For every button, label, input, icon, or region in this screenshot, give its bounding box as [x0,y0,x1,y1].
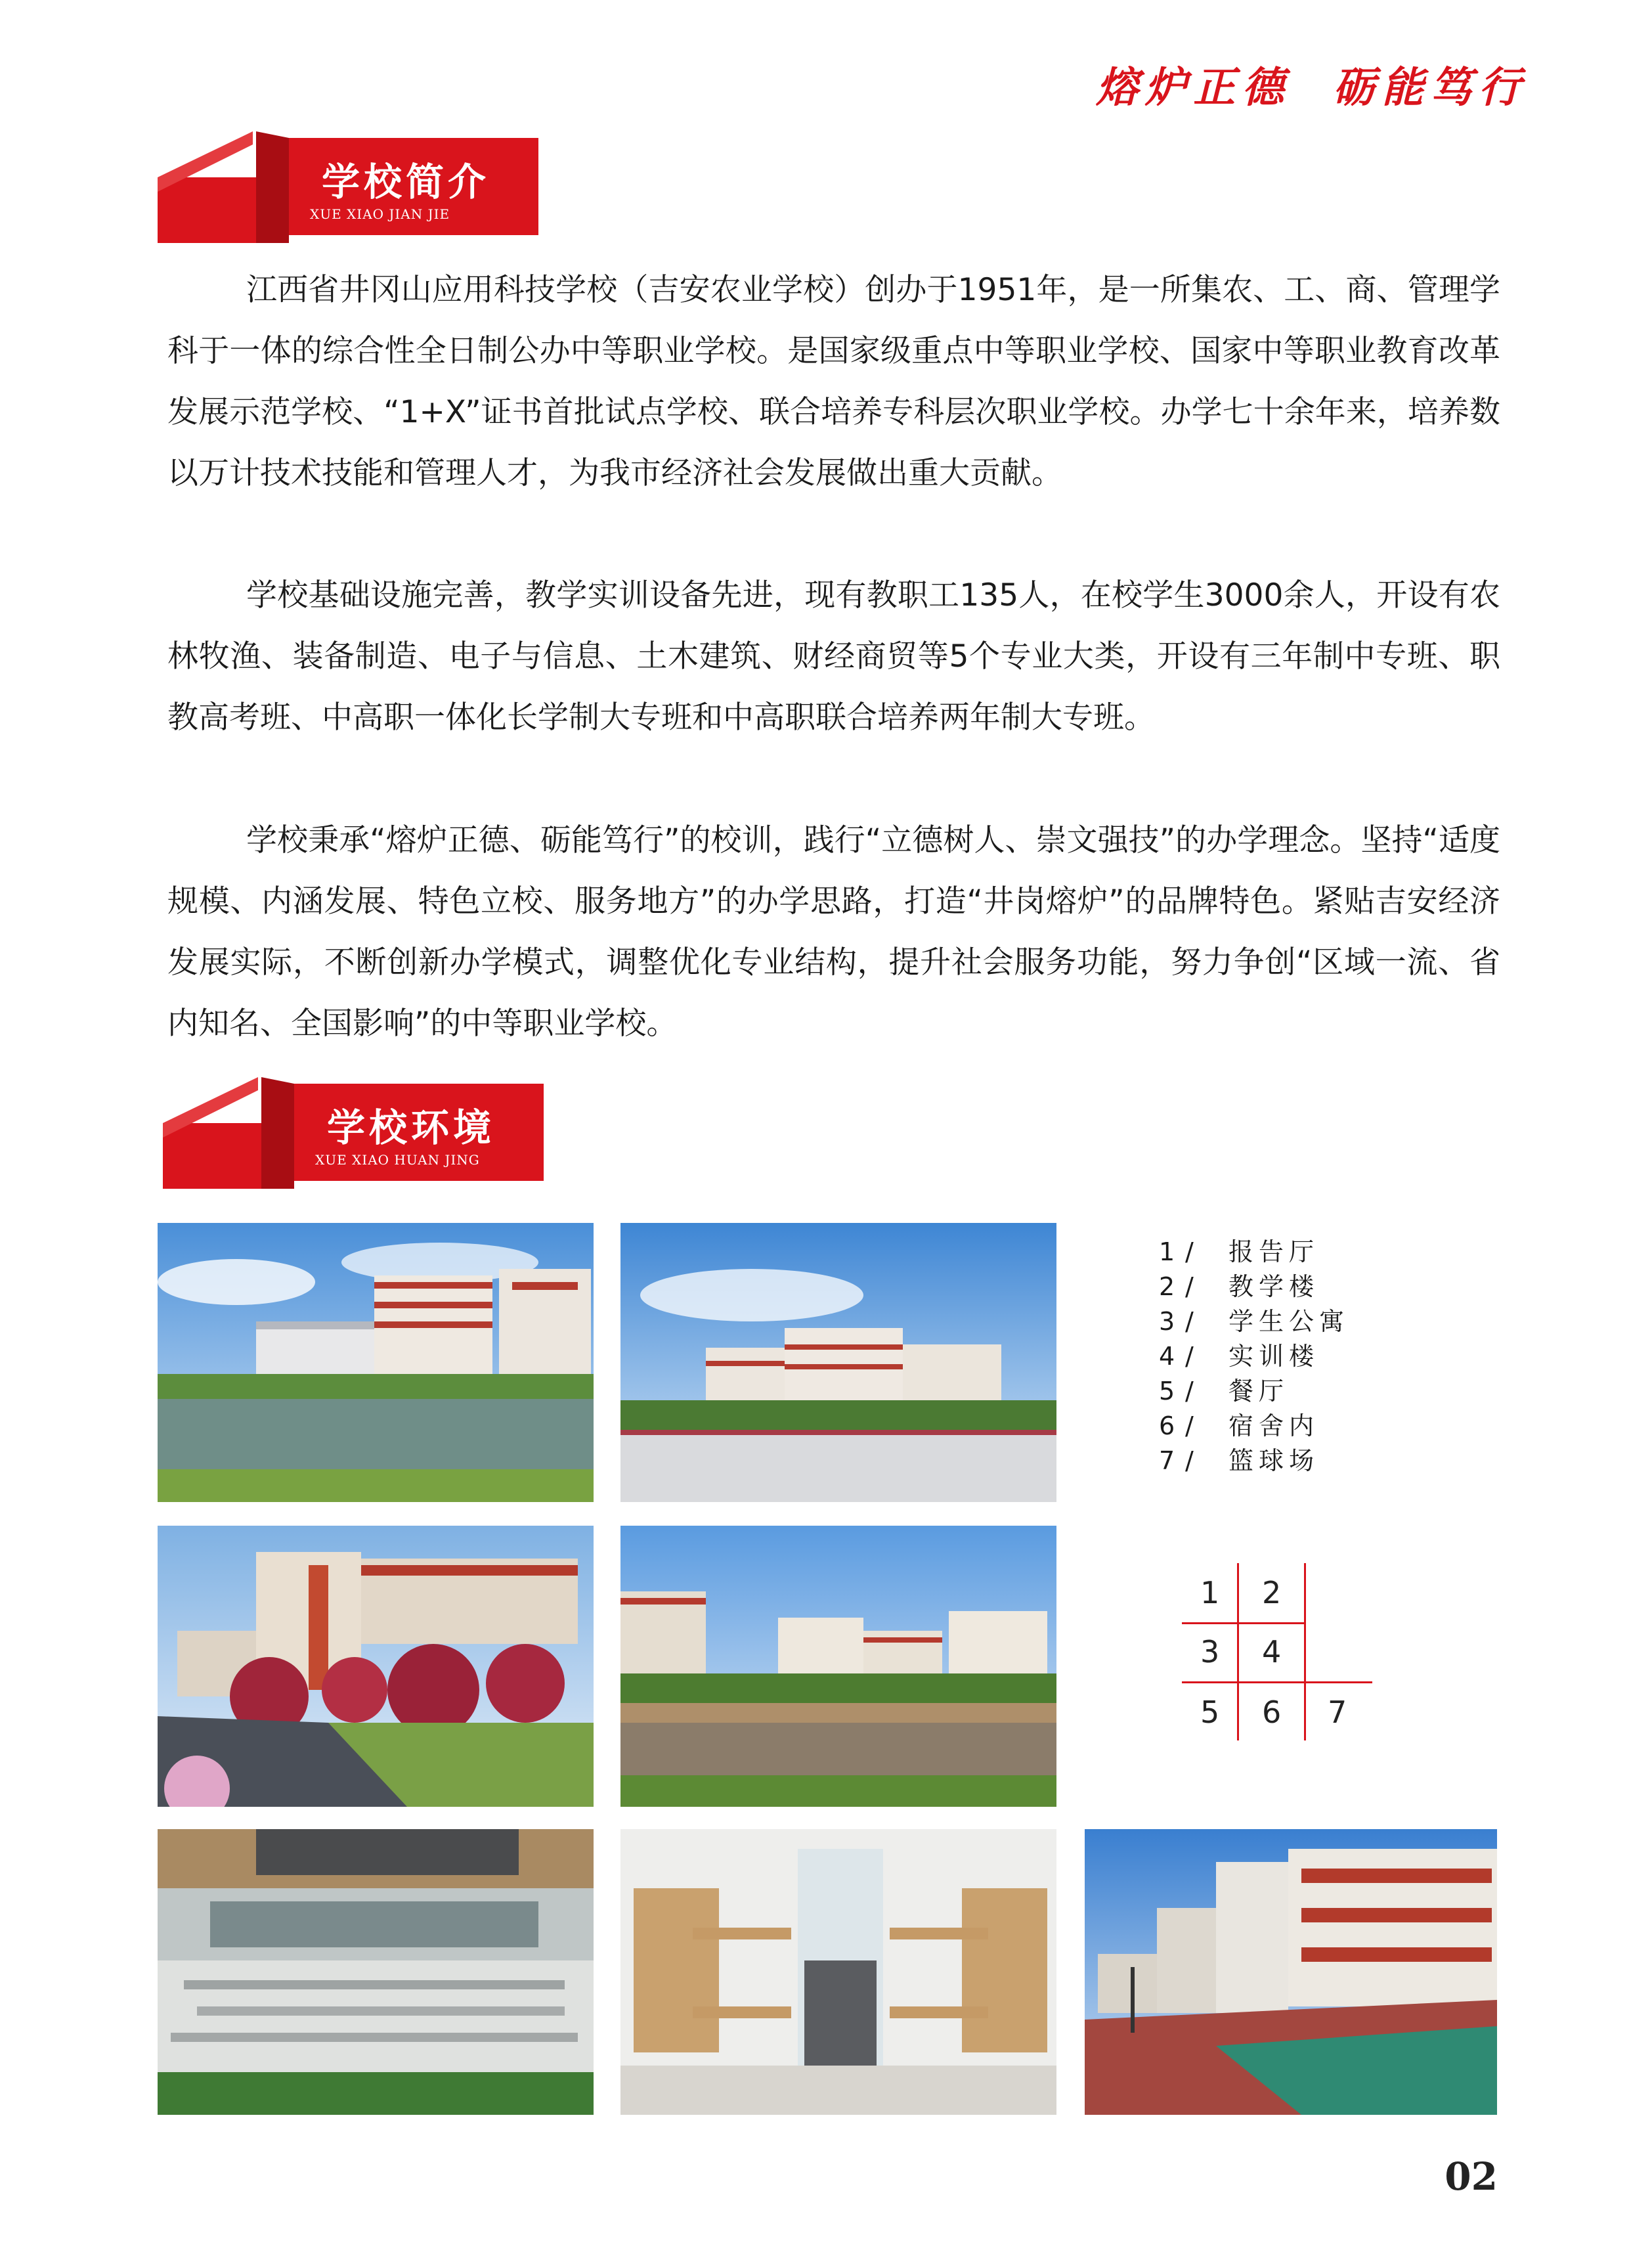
section-title: 学校简介 [322,160,490,204]
photo-student-apartment [158,1526,594,1807]
photo-grid-key [1182,1563,1385,1740]
photo-training-building [620,1526,1056,1807]
grid-line [1304,1563,1306,1740]
legend-item: 6 / 宿舍内 [1159,1411,1320,1440]
grid-key-cell: 1 [1200,1575,1220,1610]
grid-key-cell: 4 [1262,1634,1282,1670]
legend-item: 3 / 学生公寓 [1159,1307,1350,1336]
section-banner-environment [163,1077,544,1189]
photo-legend [1159,1235,1349,1478]
photo-dining-hall [158,1829,594,2115]
grid-line [1182,1622,1304,1624]
page-number: 02 [1445,2154,1498,2199]
paragraph-3: 学校秉承“熔炉正德、砺能笃行”的校训，践行“立德树人、崇文强技”的办学理念。坚持“适度规模、内涵发展、特色立校、服务地方”的办学思路，打造“井岗熔炉”的品牌特色。紧贴吉安经济发展实际，不断创新办学模式，调整优化专业结构，提升社会服务功能，努力争创“区域一流、省内知名、全国影响”的中等职业学校。 [167,822,1500,1042]
legend-item: 5 / 餐厅 [1159,1377,1290,1406]
section-subtitle: XUE XIAO HUAN JING [315,1152,480,1168]
paragraph-2: 学校基础设施完善，教学实训设备先进，现有教职工135人，在校学生3000余人，开设有农林牧渔、装备制造、电子与信息、土木建筑、财经商贸等5个专业大类，开设有三年制中专班、职教高考班、中高职一体化长学制大专班和中高职联合培养两年制大专班。 [167,577,1500,736]
section-subtitle: XUE XIAO JIAN JIE [310,206,450,222]
grid-key-cell: 3 [1200,1634,1220,1670]
grid-line [1237,1563,1239,1740]
grid-key-cell: 2 [1262,1575,1282,1610]
legend-item: 7 / 篮球场 [1159,1446,1320,1475]
school-motto: 熔炉正德 砺能笃行 [1096,63,1527,112]
photo-teaching-building [620,1223,1056,1502]
photo-basketball-court [1085,1829,1497,2115]
photo-dormitory-interior [620,1829,1056,2115]
section-title: 学校环境 [327,1105,496,1150]
legend-item: 2 / 教学楼 [1159,1272,1320,1301]
section-banner-intro [158,131,538,243]
legend-item: 1 / 报告厅 [1159,1237,1320,1266]
paragraph-1: 江西省井冈山应用科技学校（吉安农业学校）创办于1951年，是一所集农、工、商、管理学科于一体的综合性全日制公办中等职业学校。是国家级重点中等职业学校、国家中等职业教育改革发展示范学校、“1+X”证书首批试点学校、联合培养专科层次职业学校。办学七十余年来，培养数以万计技术技能和管理人才，为我市经济社会发展做出重大贡献。 [167,272,1500,491]
grid-key-cell: 7 [1328,1694,1347,1730]
grid-key-cell: 6 [1262,1694,1282,1730]
photo-lecture-hall [158,1223,594,1502]
legend-item: 4 / 实训楼 [1159,1342,1320,1371]
grid-line [1182,1681,1372,1683]
grid-key-cell: 5 [1200,1694,1220,1730]
